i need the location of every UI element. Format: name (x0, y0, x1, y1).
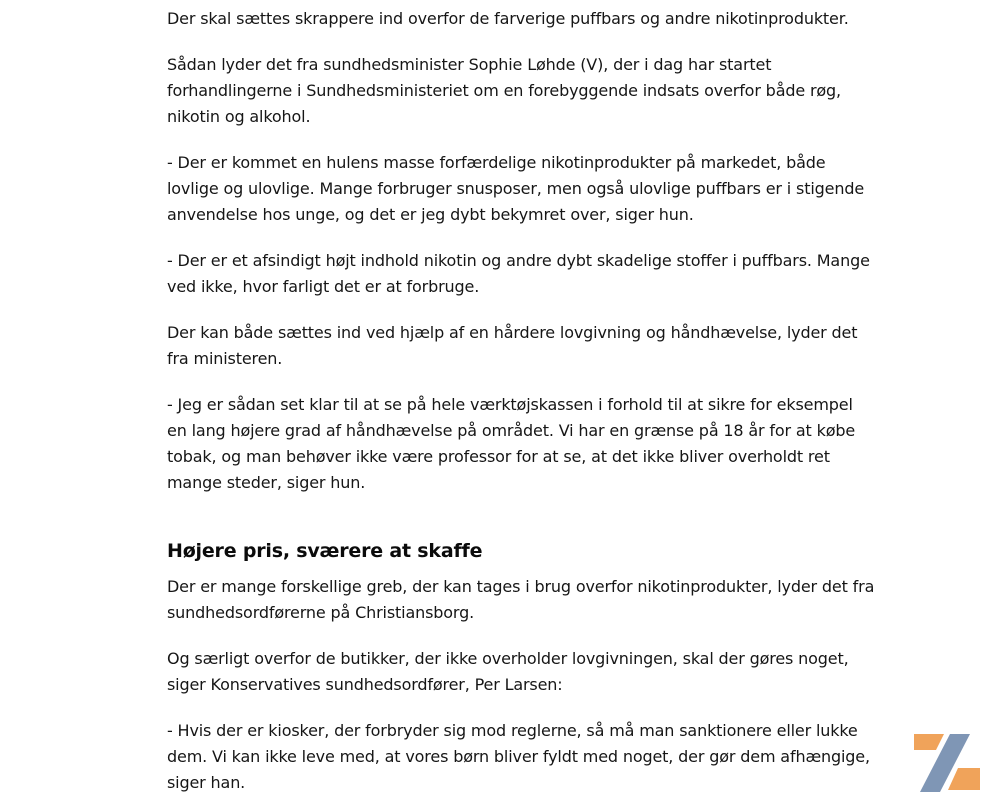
paragraph-7: Der er mange forskellige greb, der kan tages i brug overfor nikotinprodukter, lyder det fra sundhedsordførerne på Christiansborg. (167, 577, 875, 622)
paragraph-8: Og særligt overfor de butikker, der ikke overholder lovgivningen, skal der gøres noget, siger Konservatives sundhedsordfører, Per Larsen: (167, 649, 849, 694)
logo-orange-top (914, 734, 944, 750)
paragraph-2: Sådan lyder det fra sundhedsminister Sophie Løhde (V), der i dag har startet forhandlingerne i Sundhedsministeriet om en forebyggende indsats overfor både røg, nikotin og alkohol. (167, 55, 841, 126)
paragraph-1: Der skal sættes skrappere ind overfor de farverige puffbars og andre nikotinprodukter. (167, 9, 849, 28)
paragraph-6: - Jeg er sådan set klar til at se på hele værktøjskassen i forhold til at sikre for eksempel en lang højere grad af håndhævelse på området. Vi har en grænse på 18 år for at købe tobak, og man behøver ikke være professor for at se, at det ikke bliver overholdt ret mange steder, siger hun. (167, 395, 856, 492)
paragraph-4: - Der er et afsindigt højt indhold nikotin og andre dybt skadelige stoffer i puffbars. Mange ved ikke, hvor farligt det er at forbruge. (167, 251, 870, 296)
section-subheading: Højere pris, sværere at skaffe (167, 540, 483, 562)
paragraph-3: - Der er kommet en hulens masse forfærdelige nikotinprodukter på markedet, både lovlige og ulovlige. Mange forbruger snusposer, men også ulovlige puffbars er i stigende anvendelse hos unge, og det er jeg dybt bekymret over, siger hun. (167, 153, 865, 224)
paragraph-9: - Hvis der er kiosker, der forbryder sig mod reglerne, så må man sanktionere eller lukke dem. Vi kan ikke leve med, at vores børn bliver fyldt med noget, der gør dem afhængige, siger han. (167, 721, 870, 792)
z-logo-icon (914, 734, 980, 792)
logo-orange-bottom (948, 768, 980, 790)
paragraph-5: Der kan både sættes ind ved hjælp af en hårdere lovgivning og håndhævelse, lyder det fra ministeren. (167, 323, 858, 368)
